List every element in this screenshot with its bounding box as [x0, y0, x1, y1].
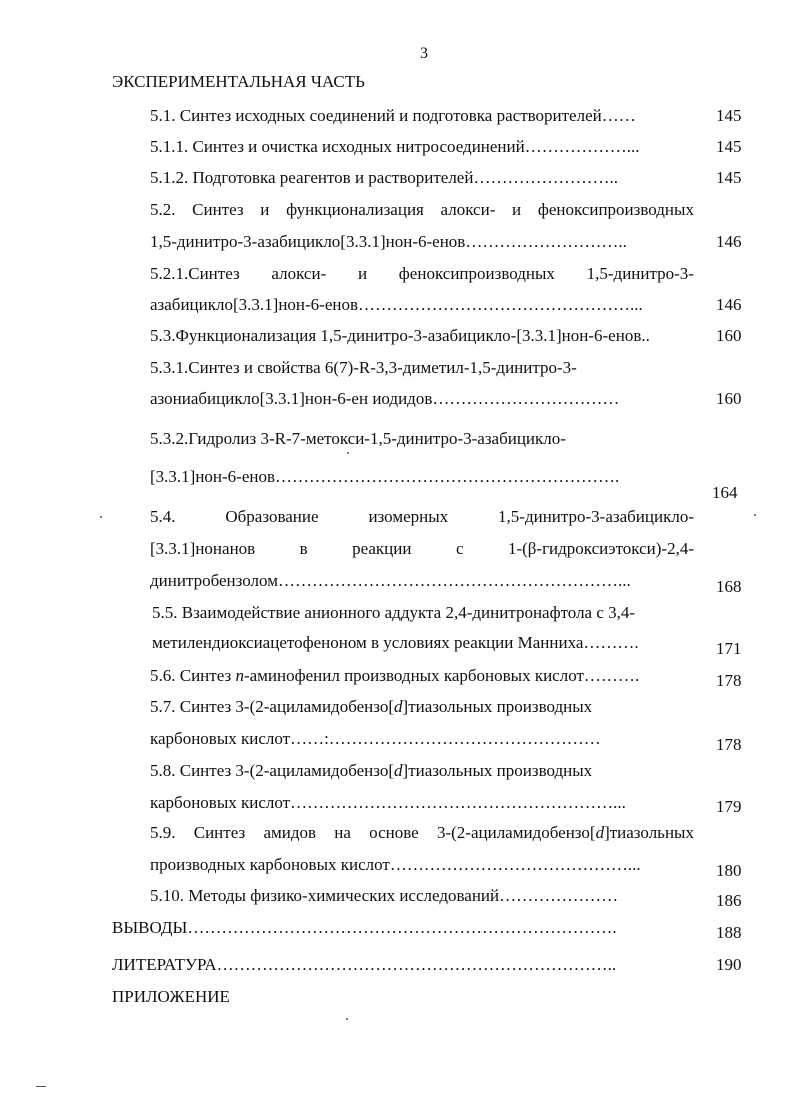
page-number: 3	[420, 45, 428, 62]
toc-page-5-1-2: 145	[716, 168, 742, 187]
toc-page-5-9: 180	[716, 861, 742, 880]
toc-entry-5-3-2-line1: 5.3.2.Гидролиз 3-R-7-метокси-1,5-динитро-3-азабицикло-	[150, 429, 566, 448]
toc-entry-5-1-2: 5.1.2. Подготовка реагентов и растворителей……………………..	[150, 168, 618, 187]
toc-entry-5-2-1-line1: 5.2.1.Синтез алокси- и феноксипроизводных 1,5-динитро-3-	[150, 264, 694, 283]
toc-entry-5-3-2-line2: [3.3.1]нон-6-енов…………………………………………………….	[150, 467, 620, 486]
toc-entry-5-9-line1: 5.9. Синтез амидов на основе 3-(2-ациламидобензо[d]тиазольных	[150, 823, 694, 842]
toc-page-5-2: 146	[716, 232, 742, 251]
scan-speck	[346, 1018, 348, 1020]
toc-page-5-3-2: 164	[712, 483, 738, 502]
toc-page-5-8: 179	[716, 797, 742, 816]
scan-mark	[36, 1086, 46, 1087]
toc-entry-5-8-line1: 5.8. Синтез 3-(2-ациламидобензо[d]тиазольных производных	[150, 761, 593, 780]
toc-entry-5-8-line2: карбоновых кислот…………………………………………………...	[150, 793, 626, 812]
toc-entry-5-2-line1: 5.2. Синтез и функционализация алокси- и феноксипроизводных	[150, 200, 694, 219]
toc-entry-5-3-1-line2: азониабицикло[3.3.1]нон-6-ен иодидов……………………………	[150, 389, 620, 408]
toc-page-5-5: 171	[716, 639, 742, 658]
toc-entry-5-4-line3: динитробензолом……………………………………………………...	[150, 571, 631, 590]
scan-speck	[754, 514, 756, 516]
toc-entry-appendix: ПРИЛОЖЕНИЕ	[112, 987, 230, 1006]
toc-entry-5-7-line2: карбоновых кислот……:…………………………………………	[150, 729, 601, 748]
toc-entry-5-4-line1: 5.4. Образование изомерных 1,5-динитро-3-азабицикло-	[150, 507, 694, 526]
section-heading: ЭКСПЕРИМЕНТАЛЬНАЯ ЧАСТЬ	[112, 72, 365, 91]
scan-speck	[100, 516, 102, 518]
toc-page-5-1: 145	[716, 106, 742, 125]
toc-page-5-2-1: 146	[716, 295, 742, 314]
scan-speck	[347, 452, 349, 454]
toc-entry-5-9-line2: производных карбоновых кислот……………………………………...	[150, 855, 641, 874]
toc-entry-5-2-1-line2: азабицикло[3.3.1]нон-6-енов…………………………………………...	[150, 295, 643, 314]
toc-entry-5-3: 5.3.Функционализация 1,5-динитро-3-азабицикло-[3.3.1]нон-6-енов..	[150, 326, 650, 345]
toc-entry-5-7-line1: 5.7. Синтез 3-(2-ациламидобензо[d]тиазольных производных	[150, 697, 593, 716]
toc-entry-5-5-line2: метилендиоксиацетофеноном в условиях реакции Манниха……….	[152, 633, 639, 652]
toc-page-5-4: 168	[716, 577, 742, 596]
toc-entry-5-6: 5.6. Синтез n-аминофенил производных карбоновых кислот……….	[150, 666, 640, 685]
toc-entry-conclusions: ВЫВОДЫ………………………………………………………………….	[112, 918, 617, 937]
toc-entry-literature: ЛИТЕРАТУРА……………………………………………………………..	[112, 955, 617, 974]
toc-entry-5-10: 5.10. Методы физико-химических исследований…………………	[150, 886, 619, 905]
toc-entry-5-2-line2: 1,5-динитро-3-азабицикло[3.3.1]нон-6-енов………………………..	[150, 232, 627, 251]
toc-page-5-1-1: 145	[716, 137, 742, 156]
toc-page-5-3-1: 160	[716, 389, 742, 408]
toc-entry-5-1-1: 5.1.1. Синтез и очистка исходных нитросоединений………………...	[150, 137, 640, 156]
toc-page-5-10: 186	[716, 891, 742, 910]
toc-page-5-6: 178	[716, 671, 742, 690]
toc-page-5-7: 178	[716, 735, 742, 754]
toc-entry-5-5-line1: 5.5. Взаимодействие анионного аддукта 2,4-динитронафтола с 3,4-	[152, 603, 636, 622]
toc-entry-5-3-1-line1: 5.3.1.Синтез и свойства 6(7)-R-3,3-диметил-1,5-динитро-3-	[150, 358, 577, 377]
toc-entry-5-4-line2: [3.3.1]нонанов в реакции с 1-(β-гидроксиэтокси)-2,4-	[150, 539, 694, 558]
toc-page-literature: 190	[716, 955, 742, 974]
toc-page-conclusions: 188	[716, 923, 742, 942]
toc-entry-5-1: 5.1. Синтез исходных соединений и подготовка растворителей……	[150, 106, 636, 125]
toc-page-5-3: 160	[716, 326, 742, 345]
